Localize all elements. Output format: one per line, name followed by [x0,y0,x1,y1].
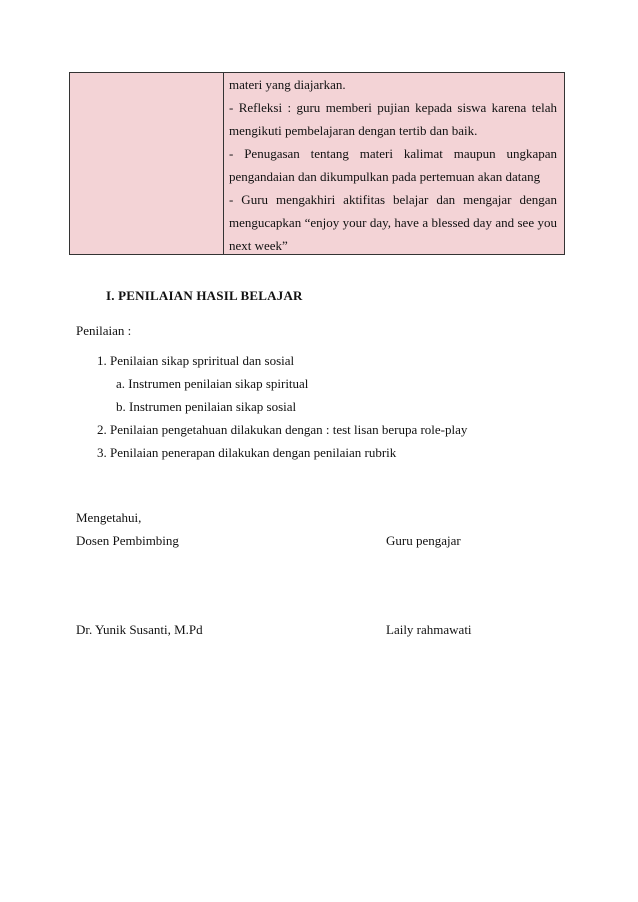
list-item: 2. Penilaian pengetahuan dilakukan dengan : test lisan berupa role-play [97,422,468,437]
activity-line: mengucapkan “enjoy your day, have a blessed day and see you [229,215,557,230]
activity-line: - Guru mengakhiri aktifitas belajar dan mengajar dengan [229,192,557,207]
supervisor-name: Dr. Yunik Susanti, M.Pd [76,622,203,637]
activity-line: pengandaian dan dikumpulkan pada pertemuan akan datang [229,169,541,184]
acknowledged-label: Mengetahui, [76,510,142,525]
assessment-intro: Penilaian : [76,323,132,338]
teacher-name: Laily rahmawati [386,622,472,637]
list-item: 1. Penilaian sikap spriritual dan sosial [97,353,295,368]
lesson-activity-table [69,72,565,255]
list-item: 3. Penilaian penerapan dilakukan dengan penilaian rubrik [97,445,397,460]
sub-list-item: a. Instrumen penilaian sikap spiritual [116,376,309,391]
table-column-divider [223,73,224,254]
section-heading: I. PENILAIAN HASIL BELAJAR [106,288,303,303]
supervisor-title: Dosen Pembimbing [76,533,179,548]
activity-line: materi yang diajarkan. [229,77,346,92]
sub-list-item: b. Instrumen penilaian sikap sosial [116,399,297,414]
teacher-title: Guru pengajar [386,533,461,548]
activity-line: next week” [229,238,288,253]
activity-line: - Penugasan tentang materi kalimat maupun ungkapan [229,146,557,161]
activity-line: - Refleksi : guru memberi pujian kepada siswa karena telah [229,100,557,115]
activity-line: mengikuti pembelajaran dengan tertib dan baik. [229,123,478,138]
